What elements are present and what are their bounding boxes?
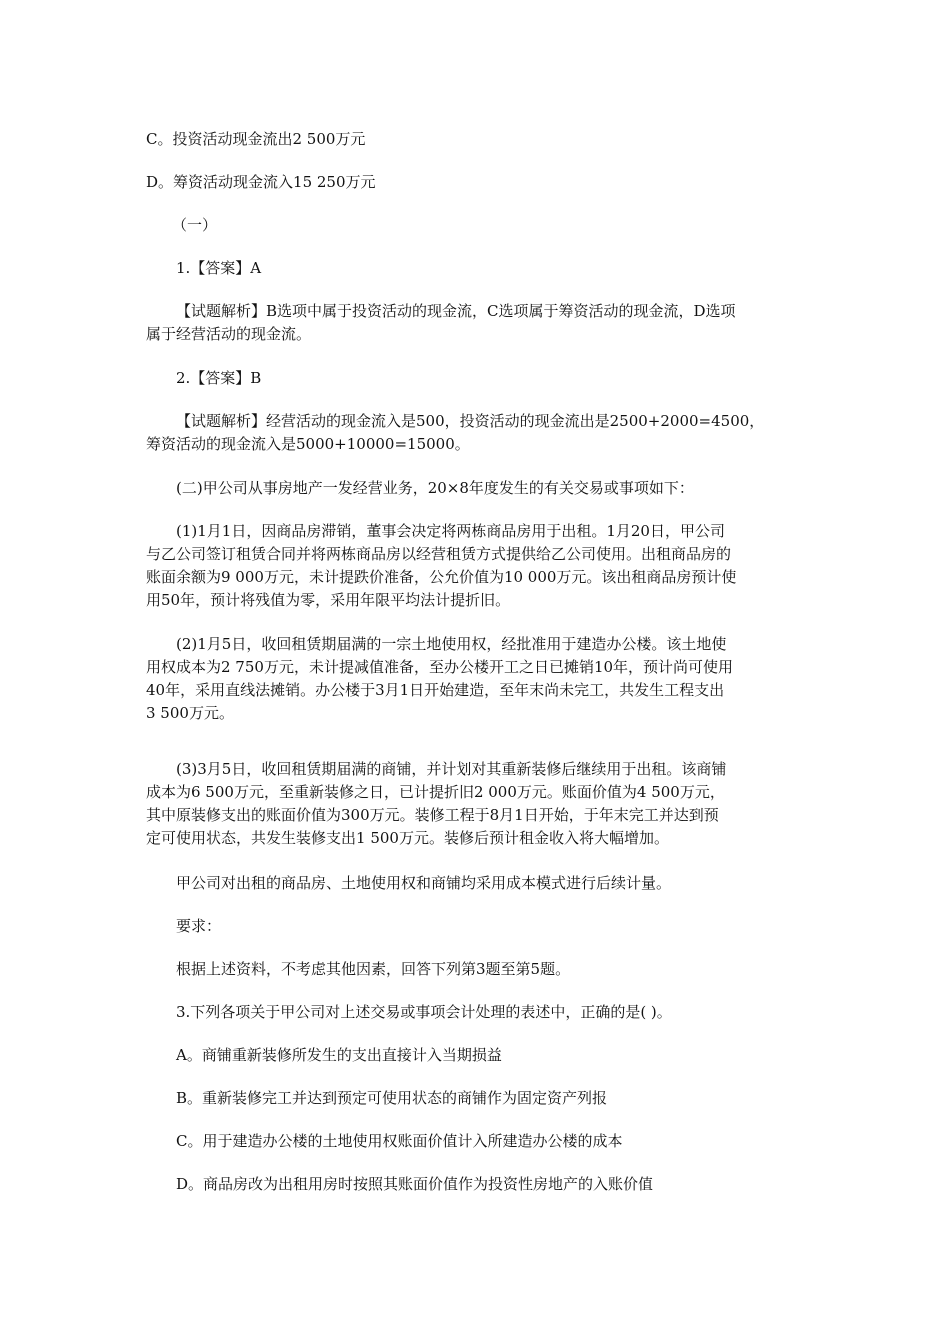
analysis-1-line-1: 【试题解析】B选项中属于投资活动的现金流，C选项属于筹资活动的现金流，D选项	[176, 302, 736, 320]
analysis-1-line-2: 属于经营活动的现金流。	[146, 325, 312, 343]
item-1	[146, 520, 806, 612]
item-2	[146, 633, 806, 725]
requirement-label-text: 要求：	[176, 917, 222, 935]
item-3-line-3: 其中原装修支出的账面价值为300万元。装修工程于8月1日开始，于年末完工并达到预	[146, 806, 719, 824]
answer-1-text: 1.【答案】A	[176, 259, 262, 277]
q3-option-c	[176, 1130, 836, 1153]
item-2-line-2: 用权成本为2 750万元，未计提减值准备，至办公楼开工之日已摊销10年，预计尚可使用	[146, 658, 734, 676]
measurement-note	[176, 872, 836, 895]
answer-1	[176, 257, 836, 280]
q3-option-a-text: A。商铺重新装修所发生的支出直接计入当期损益	[176, 1046, 502, 1064]
requirement-text-line: 根据上述资料，不考虑其他因素，回答下列第3题至第5题。	[176, 960, 571, 978]
option-d-prev-text: D。筹资活动现金流入15 250万元	[146, 173, 376, 191]
question-3-text: 3.下列各项关于甲公司对上述交易或事项会计处理的表述中，正确的是( )。	[176, 1003, 672, 1021]
answer-2	[176, 367, 836, 390]
item-2-line-3: 40年，采用直线法摊销。办公楼于3月1日开始建造，至年末尚未完工，共发生工程支出	[146, 681, 725, 699]
section-one-text: （一）	[172, 216, 218, 234]
question-3	[176, 1001, 836, 1024]
item-3-line-1: (3)3月5日，收回租赁期届满的商铺，并计划对其重新装修后继续用于出租。该商铺	[176, 760, 727, 778]
item-2-line-1: (2)1月5日，收回租赁期届满的一宗土地使用权，经批准用于建造办公楼。该土地使	[176, 635, 727, 653]
item-1-line-4: 用50年，预计将残值为零，采用年限平均法计提折旧。	[146, 591, 511, 609]
item-3-line-4: 定可使用状态，共发生装修支出1 500万元。装修后预计租金收入将大幅增加。	[146, 829, 669, 847]
item-2-line-4: 3 500万元。	[146, 704, 234, 722]
q3-option-d	[176, 1173, 836, 1196]
item-1-line-2: 与乙公司签订租赁合同并将两栋商品房以经营租赁方式提供给乙公司使用。出租商品房的	[146, 545, 732, 563]
q3-option-d-text: D。商品房改为出租用房时按照其账面价值作为投资性房地产的入账价值	[176, 1175, 654, 1193]
section-one-heading	[172, 214, 832, 237]
analysis-1	[146, 300, 806, 346]
item-3-line-2: 成本为6 500万元，至重新装修之日，已计提折旧2 000万元。账面价值为4 500万元，	[146, 783, 725, 801]
item-1-line-3: 账面余额为9 000万元，未计提跌价准备，公允价值为10 000万元。该出租商品房预计使	[146, 568, 737, 586]
measurement-note-text: 甲公司对出租的商品房、土地使用权和商铺均采用成本模式进行后续计量。	[176, 874, 672, 892]
analysis-2-line-2: 筹资活动的现金流入是5000+10000=15000。	[146, 435, 470, 453]
requirement-label	[176, 915, 836, 938]
section-two-intro-text: (二)甲公司从事房地产一发经营业务，20×8年度发生的有关交易或事项如下：	[176, 479, 694, 497]
item-3	[146, 758, 806, 850]
option-d-prev	[146, 171, 806, 194]
analysis-2-line-1: 【试题解析】经营活动的现金流入是500，投资活动的现金流出是2500+2000=4500，	[176, 412, 765, 430]
section-two-intro	[146, 477, 806, 500]
q3-option-b-text: B。重新装修完工并达到预定可使用状态的商铺作为固定资产列报	[176, 1089, 608, 1107]
item-1-line-1: (1)1月1日，因商品房滞销，董事会决定将两栋商品房用于出租。1月20日，甲公司	[176, 522, 725, 540]
requirement-text	[176, 958, 836, 981]
q3-option-a	[176, 1044, 836, 1067]
analysis-2	[146, 410, 806, 456]
q3-option-c-text: C。用于建造办公楼的土地使用权账面价值计入所建造办公楼的成本	[176, 1132, 623, 1150]
answer-2-text: 2.【答案】B	[176, 369, 262, 387]
q3-option-b	[176, 1087, 836, 1110]
option-c-prev	[146, 128, 806, 151]
option-c-prev-text: C。投资活动现金流出2 500万元	[146, 130, 366, 148]
